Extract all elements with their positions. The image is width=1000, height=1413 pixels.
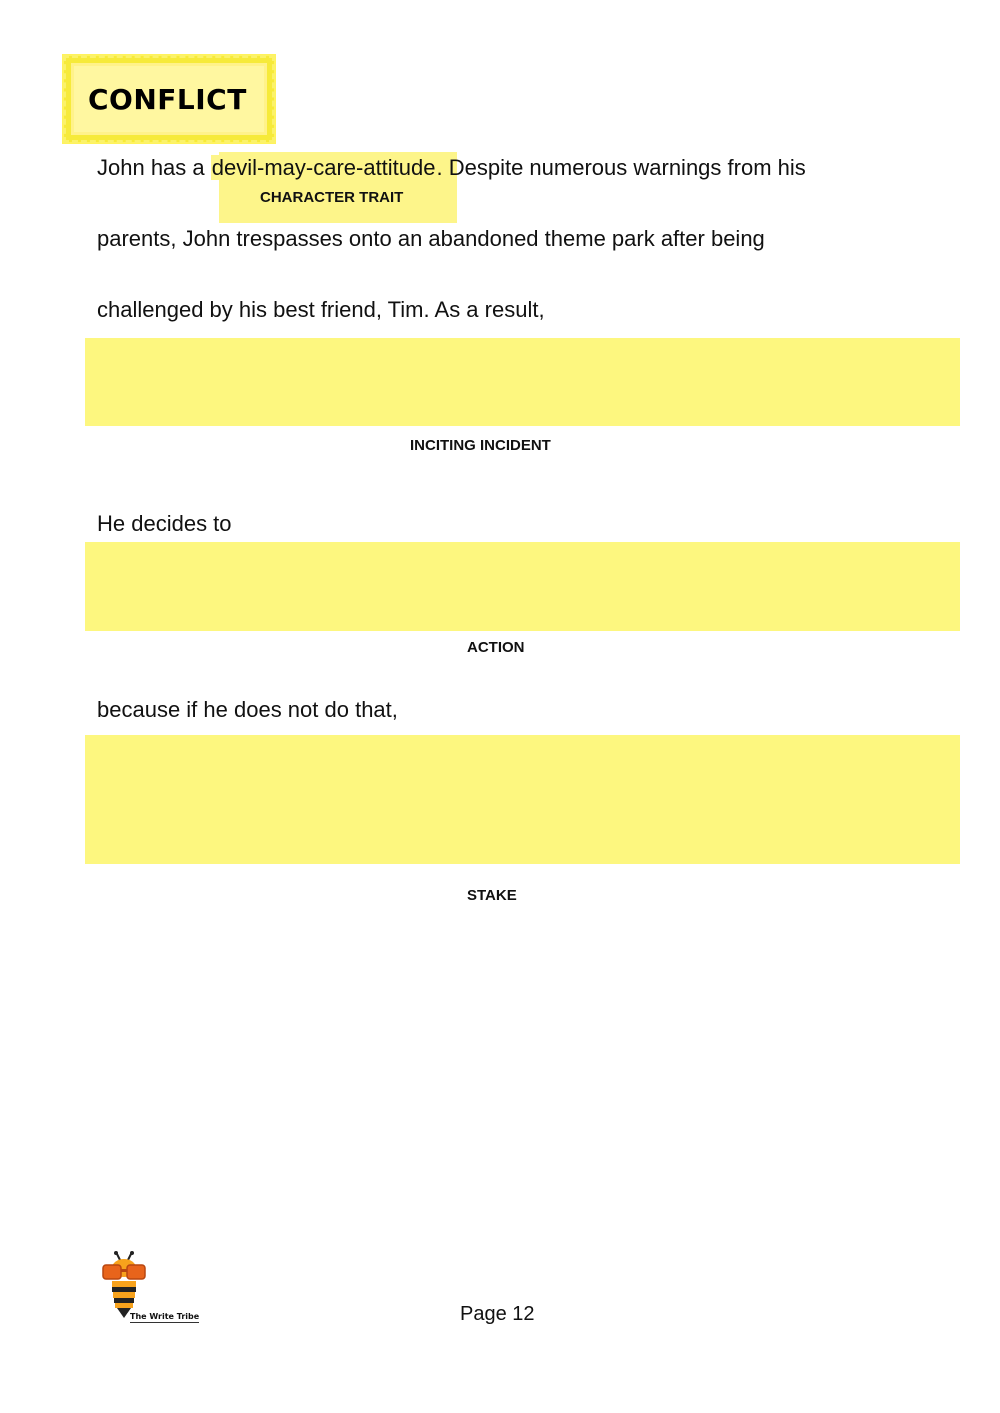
- character-trait-answer[interactable]: devil-may-care-attitude: [211, 155, 436, 180]
- line1-after: . Despite numerous warnings from his: [436, 155, 806, 180]
- stake-field[interactable]: [85, 735, 960, 864]
- inciting-incident-field[interactable]: [85, 338, 960, 426]
- page-title: CONFLICT: [88, 83, 247, 116]
- inciting-incident-label: INCITING INCIDENT: [410, 437, 551, 454]
- action-field[interactable]: [85, 542, 960, 631]
- action-prompt: He decides to: [97, 511, 232, 536]
- action-label: ACTION: [467, 639, 525, 656]
- paragraph-line-1: [97, 154, 806, 182]
- paragraph-line-3: challenged by his best friend, Tim. As a result,: [97, 297, 545, 322]
- paragraph-line-2: parents, John trespasses onto an abandoned theme park after being: [97, 226, 765, 251]
- page-number: Page 12: [460, 1303, 535, 1325]
- line1-before: John has a: [97, 155, 211, 180]
- stake-label: STAKE: [467, 887, 517, 904]
- character-trait-label: CHARACTER TRAIT: [260, 189, 404, 206]
- logo-caption: The Write Tribe: [130, 1312, 200, 1321]
- stake-prompt: because if he does not do that,: [97, 697, 398, 722]
